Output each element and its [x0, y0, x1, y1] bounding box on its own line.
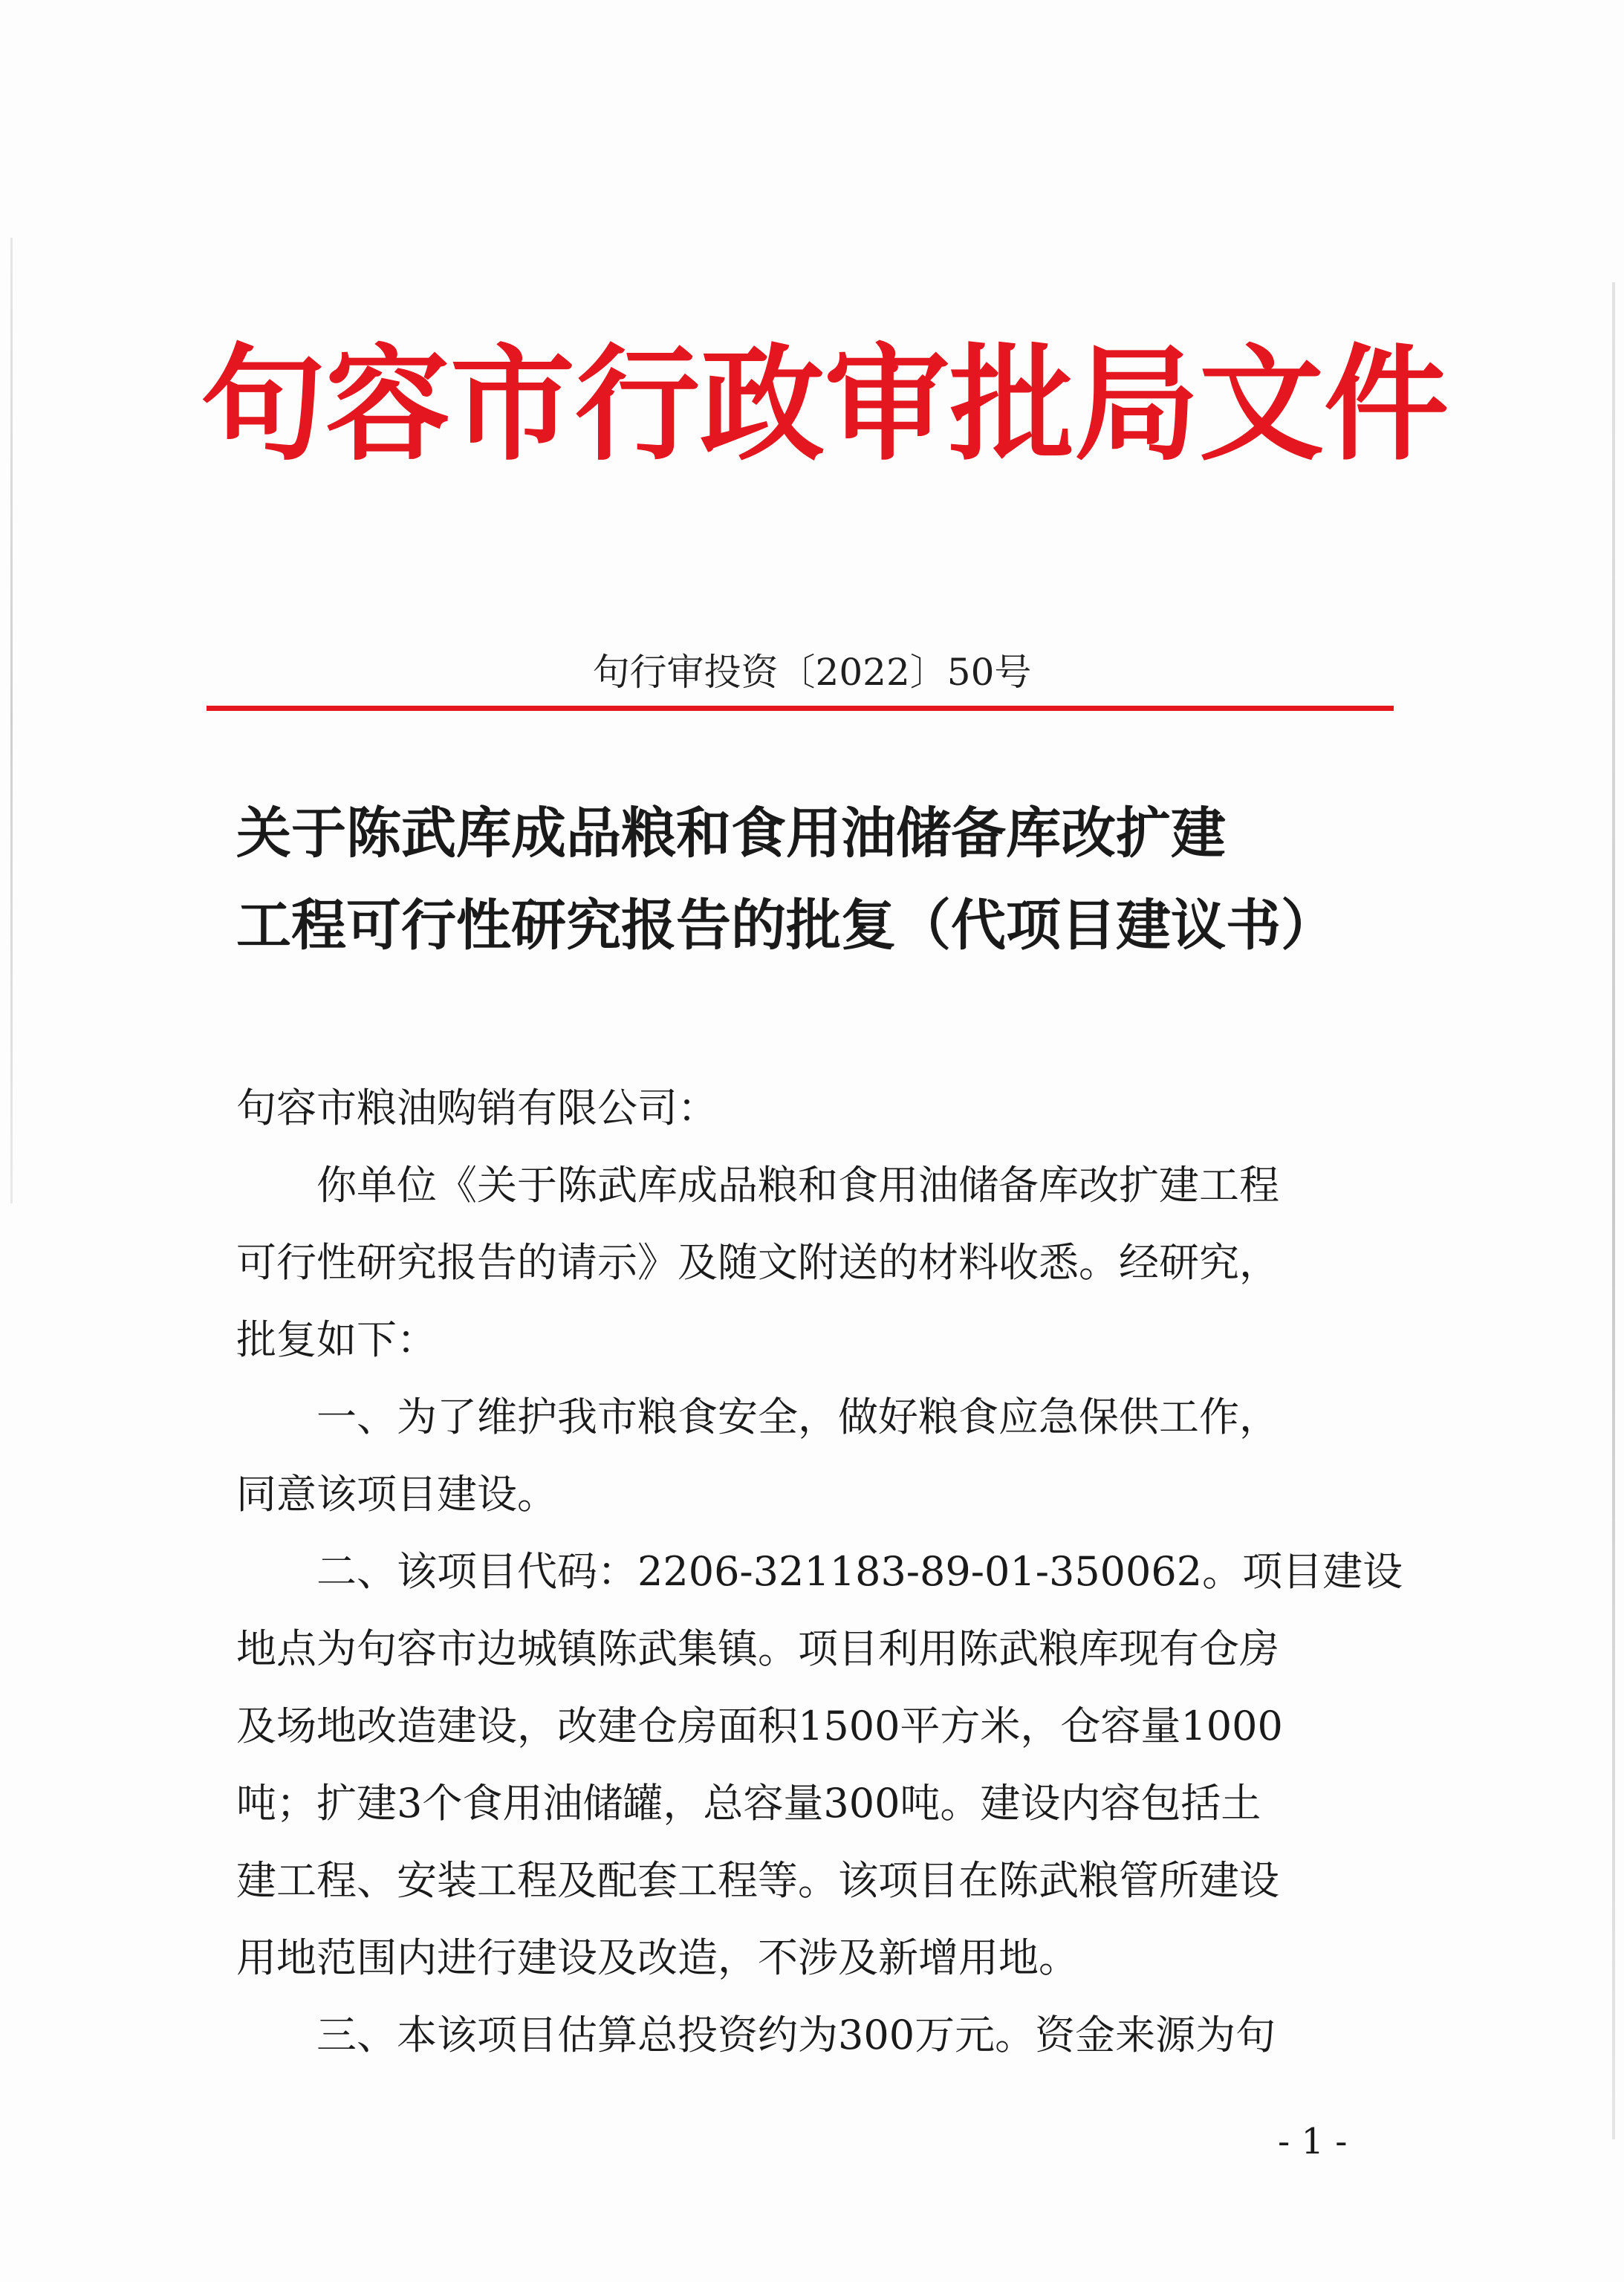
- page-number: - 1 -: [1278, 2121, 1348, 2162]
- document-number: 句行审投资〔2022〕50号: [592, 651, 1032, 694]
- body-line: 二、该项目代码：2206-321183-89-01-350062。项目建设: [316, 1548, 1403, 1595]
- body-line: 用地范围内进行建设及改造，不涉及新增用地。: [236, 1934, 1079, 1981]
- title-line: 关于陈武库成品粮和食用油储备库改扩建: [236, 802, 1226, 865]
- body-line: 批复如下：: [236, 1316, 437, 1363]
- letterhead-title: 句容市行政审批局文件: [201, 332, 1449, 478]
- body-line: 地点为句容市边城镇陈武集镇。项目利用陈武粮库现有仓房: [236, 1625, 1279, 1672]
- document-title: [236, 787, 1410, 972]
- body-line: 一、为了维护我市粮食安全，做好粮食应急保供工作，: [316, 1394, 1279, 1440]
- body-line: 及场地改造建设，改建仓房面积1500平方米，仓容量1000: [236, 1703, 1283, 1749]
- body-line: 同意该项目建设。: [236, 1471, 557, 1518]
- body-line: 三、本该项目估算总投资约为300万元。资金来源为句: [316, 2012, 1276, 2058]
- addressee: 句容市粮油购销有限公司：: [236, 1085, 718, 1131]
- body-line: 可行性研究报告的请示》及随文附送的材料收悉。经研究，: [236, 1239, 1279, 1286]
- scan-edge-right: [1612, 282, 1615, 2139]
- scan-edge-left: [10, 238, 13, 1203]
- body-line: 建工程、安装工程及配套工程等。该项目在陈武粮管所建设: [236, 1857, 1279, 1904]
- title-line: 工程可行性研究报告的批复（代项目建议书）: [236, 894, 1336, 958]
- body-line: 你单位《关于陈武库成品粮和食用油储备库改扩建工程: [316, 1162, 1279, 1209]
- body-line: 吨；扩建3个食用油储罐，总容量300吨。建设内容包括土: [236, 1780, 1261, 1827]
- document-body: [236, 1070, 1403, 2074]
- red-divider-line: [207, 706, 1394, 711]
